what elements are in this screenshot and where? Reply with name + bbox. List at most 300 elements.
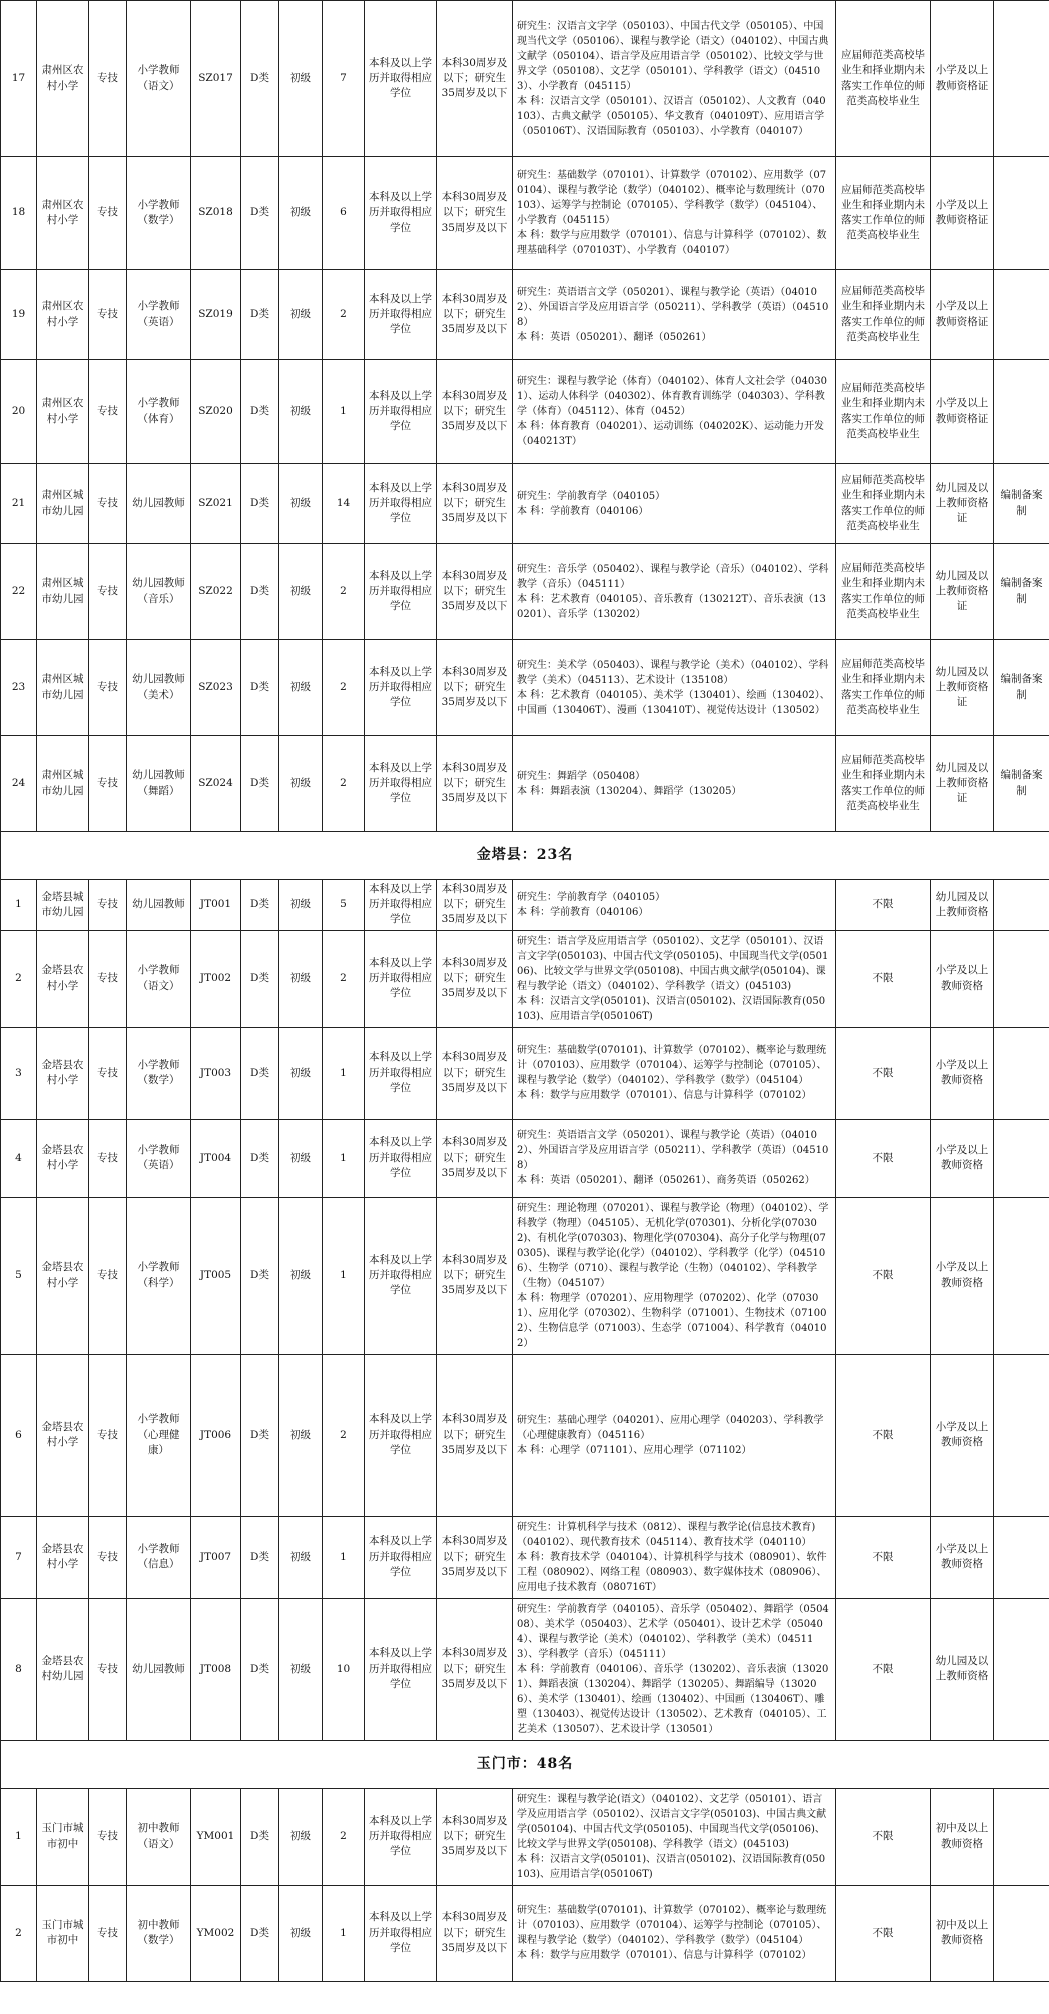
table-row (1, 1, 1049, 157)
section-header-row (1, 1740, 1049, 1788)
major-line: 本 科：学前教育（040106） (517, 906, 649, 918)
certificate-requirement-cell: 幼儿园及以上教师资格证 (931, 464, 994, 544)
other-requirement-cell: 应届师范类高校毕业生和择业期内未落实工作单位的师范类高校毕业生 (836, 157, 931, 270)
major-requirement-cell (513, 1197, 836, 1354)
post-name-cell: 幼儿园教师 (127, 1598, 191, 1740)
row-number-cell: 17 (1, 1, 37, 157)
major-line: 本 科：心理学（071101）、应用心理学（071102） (517, 1444, 752, 1456)
table-row (1, 1788, 1049, 1885)
hiring-unit-cell: 玉门市城市初中 (37, 1885, 89, 1981)
table-row (1, 270, 1049, 360)
post-name-cell: 幼儿园教师 (127, 880, 191, 931)
remarks-cell (994, 1119, 1049, 1197)
post-level-cell: 初级 (279, 1885, 323, 1981)
post-level-cell: 初级 (279, 1027, 323, 1119)
major-line: 研究生：学前教育学（040105） (517, 891, 666, 903)
age-requirement-cell: 本科30周岁及以下；研究生35周岁及以下 (437, 1354, 513, 1516)
post-name-cell: 小学教师（语文） (127, 1, 191, 157)
post-code-cell: SZ020 (191, 360, 241, 464)
major-line: 研究生：课程与教学论(语文）（040102）、文艺学（050101）、语言学及应用语言学（050102）、汉语言文字学(050103)、中国古典文献学(050104)、中国古代文学(050105)、中国现当代文学(050106)、比较文学与世界文学(050108)、学科教学（语文）(045103) (517, 1793, 827, 1850)
post-level-cell: 初级 (279, 1598, 323, 1740)
age-requirement-cell: 本科30周岁及以下；研究生35周岁及以下 (437, 464, 513, 544)
age-requirement-cell: 本科30周岁及以下；研究生35周岁及以下 (437, 1788, 513, 1885)
table-row (1, 930, 1049, 1027)
hiring-unit-cell: 肃州区农村小学 (37, 360, 89, 464)
major-line: 本 科：学前教育（040106）、音乐学（130202）、音乐表演（130201）、舞蹈表演（130204）、舞蹈学（130205）、舞蹈编导（130206）、美术学（130401）、绘画（130402）、中国画（130406T）、雕塑（130403）、视觉传达设计（130502）、艺术教育（040105）、工艺美术（130507）、艺术设计学（130501） (517, 1663, 829, 1735)
other-requirement-cell: 不限 (836, 1197, 931, 1354)
post-name-cell: 幼儿园教师（美术） (127, 640, 191, 736)
major-requirement-cell (513, 1885, 836, 1981)
major-line: 本 科：物理学（070201）、应用物理学（070202）、化学（070301）、应用化学（070302）、生物科学（071001）、生物技术（071002）、生物信息学（071003）、生态学（071004）、科学教育（040102） (517, 1292, 827, 1349)
other-requirement-cell: 不限 (836, 1598, 931, 1740)
other-requirement-cell: 不限 (836, 930, 931, 1027)
post-code-cell: JT007 (191, 1516, 241, 1598)
hire-count-cell: 14 (323, 464, 365, 544)
certificate-requirement-cell: 小学及以上教师资格 (931, 1354, 994, 1516)
post-category-cell: 专技 (89, 1598, 127, 1740)
age-requirement-cell: 本科30周岁及以下；研究生35周岁及以下 (437, 1027, 513, 1119)
major-line: 研究生：英语语言文学（050201）、课程与教学论（英语）（040102）、外国语言学及应用语言学（050211）、学科教学（英语）（045108） (517, 286, 829, 328)
major-line: 研究生：基础数学(070101)、计算数学（070102）、概率论与数理统计（070103）、应用数学（070104）、运筹学与控制论（070105）、课程与教学论（数学）（040102）、学科教学（数学）（045104） (517, 1045, 827, 1087)
remarks-cell (994, 270, 1049, 360)
row-number-cell: 18 (1, 157, 37, 270)
education-requirement-cell: 本科及以上学历并取得相应学位 (365, 1885, 437, 1981)
major-line: 研究生：计算机科学与技术（0812）、课程与教学论(信息技术教育)（040102）、现代教育技术（045114）、教育技术学（040110） (517, 1521, 816, 1548)
education-requirement-cell: 本科及以上学历并取得相应学位 (365, 1516, 437, 1598)
hire-count-cell: 10 (323, 1598, 365, 1740)
education-requirement-cell: 本科及以上学历并取得相应学位 (365, 1, 437, 157)
age-requirement-cell: 本科30周岁及以下；研究生35周岁及以下 (437, 1598, 513, 1740)
row-number-cell: 24 (1, 736, 37, 832)
post-class-cell: D类 (241, 1516, 279, 1598)
certificate-requirement-cell: 小学及以上教师资格证 (931, 360, 994, 464)
hiring-unit-cell: 肃州区城市幼儿园 (37, 640, 89, 736)
post-name-cell: 小学教师（英语） (127, 270, 191, 360)
post-name-cell: 初中教师（语文） (127, 1788, 191, 1885)
row-number-cell: 19 (1, 270, 37, 360)
education-requirement-cell: 本科及以上学历并取得相应学位 (365, 880, 437, 931)
education-requirement-cell: 本科及以上学历并取得相应学位 (365, 1027, 437, 1119)
age-requirement-cell: 本科30周岁及以下；研究生35周岁及以下 (437, 736, 513, 832)
education-requirement-cell: 本科及以上学历并取得相应学位 (365, 1598, 437, 1740)
certificate-requirement-cell: 小学及以上教师资格证 (931, 1, 994, 157)
certificate-requirement-cell: 小学及以上教师资格 (931, 1516, 994, 1598)
major-requirement-cell (513, 880, 836, 931)
remarks-cell (994, 1354, 1049, 1516)
post-name-cell: 幼儿园教师 (127, 464, 191, 544)
post-code-cell: JT002 (191, 930, 241, 1027)
major-requirement-cell (513, 1, 836, 157)
post-level-cell: 初级 (279, 1354, 323, 1516)
remarks-cell (994, 1027, 1049, 1119)
major-line: 本 科：教育技术学（040104）、计算机科学与技术（080901）、软件工程（080902）、网络工程（080903）、数字媒体技术（080906）、应用电子技术教育（080716T） (517, 1551, 827, 1593)
post-category-cell: 专技 (89, 270, 127, 360)
post-code-cell: SZ018 (191, 157, 241, 270)
certificate-requirement-cell: 初中及以上教师资格 (931, 1788, 994, 1885)
major-requirement-cell (513, 1788, 836, 1885)
post-name-cell: 小学教师（数学） (127, 1027, 191, 1119)
hire-count-cell: 1 (323, 1885, 365, 1981)
post-level-cell: 初级 (279, 880, 323, 931)
section-title: 玉门市：48名 (1, 1740, 1049, 1788)
post-level-cell: 初级 (279, 640, 323, 736)
major-line: 本 科：汉语言文学(050101)、汉语言(050102)、汉语国际教育(050103)、应用语言学(050106T) (517, 995, 826, 1022)
remarks-cell (994, 1, 1049, 157)
remarks-cell: 编制备案制 (994, 736, 1049, 832)
table-row (1, 1354, 1049, 1516)
post-name-cell: 小学教师（科学） (127, 1197, 191, 1354)
hire-count-cell: 2 (323, 736, 365, 832)
post-code-cell: SZ017 (191, 1, 241, 157)
table-row (1, 464, 1049, 544)
major-requirement-cell (513, 1516, 836, 1598)
hire-count-cell: 5 (323, 880, 365, 931)
post-class-cell: D类 (241, 1197, 279, 1354)
post-code-cell: JT004 (191, 1119, 241, 1197)
major-line: 研究生：课程与教学论（体育）（040102）、体育人文社会学（040301）、运动人体科学（040302）、体育教育训练学（040303）、学科教学（体育）（045112）、体育（0452） (517, 376, 827, 417)
major-line: 本 科：英语（050201）、翻译（050261）、商务英语（050262） (517, 1175, 815, 1187)
hiring-unit-cell: 肃州区城市幼儿园 (37, 736, 89, 832)
table-row (1, 640, 1049, 736)
post-class-cell: D类 (241, 360, 279, 464)
major-requirement-cell (513, 360, 836, 464)
post-name-cell: 幼儿园教师（舞蹈） (127, 736, 191, 832)
age-requirement-cell: 本科30周岁及以下；研究生35周岁及以下 (437, 1197, 513, 1354)
major-requirement-cell (513, 544, 836, 640)
post-category-cell: 专技 (89, 930, 127, 1027)
hire-count-cell: 2 (323, 1354, 365, 1516)
post-level-cell: 初级 (279, 1119, 323, 1197)
remarks-cell (994, 930, 1049, 1027)
major-line: 研究生：美术学（050403）、课程与教学论（美术）（040102）、学科教学（美术）（045113）、艺术设计（135108） (517, 659, 829, 686)
major-requirement-cell (513, 270, 836, 360)
other-requirement-cell: 不限 (836, 880, 931, 931)
row-number-cell: 8 (1, 1598, 37, 1740)
remarks-cell (994, 1885, 1049, 1981)
major-line: 研究生：语言学及应用语言学（050102）、文艺学（050101）、汉语言文字学(050103)、中国古代文学(050105)、中国现当代文学(050106)、比较文学与世界文学(050108)、中国古典文献学(050104)、课程与教学论（语文）（040102）、学科教学（语文）(045103) (517, 935, 829, 992)
row-number-cell: 23 (1, 640, 37, 736)
post-level-cell: 初级 (279, 930, 323, 1027)
post-name-cell: 小学教师（信息） (127, 1516, 191, 1598)
hire-count-cell: 1 (323, 1027, 365, 1119)
age-requirement-cell: 本科30周岁及以下；研究生35周岁及以下 (437, 157, 513, 270)
post-level-cell: 初级 (279, 270, 323, 360)
post-class-cell: D类 (241, 157, 279, 270)
post-code-cell: SZ023 (191, 640, 241, 736)
post-name-cell: 小学教师（英语） (127, 1119, 191, 1197)
major-line: 研究生：学前教育学（040105） (517, 490, 666, 502)
major-line: 研究生：学前教育学（040105）、音乐学（050402）、舞蹈学（050408）、美术学（050403）、艺术学（050401）、设计艺术学（050404）、课程与教学论（美术）（040102）、学科教学（美术）（045113）、学科教学（音乐）（045111） (517, 1603, 829, 1660)
hire-count-cell: 7 (323, 1, 365, 157)
post-level-cell: 初级 (279, 360, 323, 464)
other-requirement-cell: 不限 (836, 1885, 931, 1981)
table-row (1, 1197, 1049, 1354)
post-code-cell: JT001 (191, 880, 241, 931)
certificate-requirement-cell: 小学及以上教师资格证 (931, 270, 994, 360)
hiring-unit-cell: 金塔县农村小学 (37, 1197, 89, 1354)
post-category-cell: 专技 (89, 157, 127, 270)
hiring-unit-cell: 金塔县农村幼儿园 (37, 1598, 89, 1740)
post-name-cell: 小学教师（体育） (127, 360, 191, 464)
major-requirement-cell (513, 464, 836, 544)
major-line: 研究生：理论物理（070201）、课程与教学论（物理）（040102）、学科教学（物理）（045105）、无机化学(070301)、分析化学(070302)、有机化学(070303)、物理化学(070304)、高分子化学与物理(070305)、课程与教学论(化学）（040102）、学科教学（化学）（045106）、生物学（0710）、课程与教学论（生物）（040102）、学科教学（生物）（045107） (517, 1202, 829, 1289)
post-category-cell: 专技 (89, 880, 127, 931)
hire-count-cell: 6 (323, 157, 365, 270)
post-name-cell: 小学教师（心理健康） (127, 1354, 191, 1516)
education-requirement-cell: 本科及以上学历并取得相应学位 (365, 930, 437, 1027)
major-line: 研究生：基础数学(070101)、计算数学（070102）、概率论与数理统计（070103）、应用数学（070104）、运筹学与控制论（070105）、课程与教学论（数学）（040102）、学科教学（数学）（045104） (517, 1905, 827, 1947)
table-row (1, 1027, 1049, 1119)
major-line: 本 科：体育教育（040201）、运动训练（040202K）、运动能力开发（040213T） (517, 421, 824, 447)
major-requirement-cell (513, 930, 836, 1027)
education-requirement-cell: 本科及以上学历并取得相应学位 (365, 640, 437, 736)
post-class-cell: D类 (241, 880, 279, 931)
remarks-cell (994, 360, 1049, 464)
major-requirement-cell (513, 736, 836, 832)
education-requirement-cell: 本科及以上学历并取得相应学位 (365, 1197, 437, 1354)
education-requirement-cell: 本科及以上学历并取得相应学位 (365, 360, 437, 464)
hire-count-cell: 2 (323, 544, 365, 640)
table-row (1, 1885, 1049, 1981)
major-requirement-cell (513, 1354, 836, 1516)
major-requirement-cell (513, 1598, 836, 1740)
post-class-cell: D类 (241, 1027, 279, 1119)
row-number-cell: 3 (1, 1027, 37, 1119)
age-requirement-cell: 本科30周岁及以下；研究生35周岁及以下 (437, 1, 513, 157)
hire-count-cell: 1 (323, 1119, 365, 1197)
major-requirement-cell (513, 640, 836, 736)
education-requirement-cell: 本科及以上学历并取得相应学位 (365, 1119, 437, 1197)
hire-count-cell: 2 (323, 640, 365, 736)
other-requirement-cell: 应届师范类高校毕业生和择业期内未落实工作单位的师范类高校毕业生 (836, 736, 931, 832)
hiring-unit-cell: 肃州区农村小学 (37, 270, 89, 360)
post-class-cell: D类 (241, 1598, 279, 1740)
table-row (1, 360, 1049, 464)
post-code-cell: YM001 (191, 1788, 241, 1885)
certificate-requirement-cell: 幼儿园及以上教师资格 (931, 880, 994, 931)
section-title: 金塔县：23名 (1, 832, 1049, 880)
post-name-cell: 小学教师（语文） (127, 930, 191, 1027)
major-requirement-cell (513, 157, 836, 270)
hiring-unit-cell: 金塔县农村小学 (37, 1119, 89, 1197)
major-line: 研究生：汉语言文字学（050103）、中国古代文学（050105）、中国现当代文学（050106）、课程与教学论（语文）（040102）、中国古典文献学（050104）、语言学及应用语言学（050102）、比较文学与世界文学（050108）、文艺学（050101）、学科教学（语文）（045103）、小学教育（045115） (517, 20, 829, 92)
major-line: 本 科：数学与应用数学（070101）、信息与计算科学（070102） (517, 1090, 812, 1102)
row-number-cell: 1 (1, 880, 37, 931)
education-requirement-cell: 本科及以上学历并取得相应学位 (365, 736, 437, 832)
table-row (1, 880, 1049, 931)
education-requirement-cell: 本科及以上学历并取得相应学位 (365, 464, 437, 544)
hiring-unit-cell: 金塔县农村小学 (37, 930, 89, 1027)
other-requirement-cell: 应届师范类高校毕业生和择业期内未落实工作单位的师范类高校毕业生 (836, 1, 931, 157)
hire-count-cell: 2 (323, 930, 365, 1027)
other-requirement-cell: 应届师范类高校毕业生和择业期内未落实工作单位的师范类高校毕业生 (836, 270, 931, 360)
hiring-unit-cell: 肃州区城市幼儿园 (37, 464, 89, 544)
table-row (1, 1598, 1049, 1740)
post-code-cell: SZ022 (191, 544, 241, 640)
other-requirement-cell: 应届师范类高校毕业生和择业期内未落实工作单位的师范类高校毕业生 (836, 360, 931, 464)
table-row (1, 1119, 1049, 1197)
post-category-cell: 专技 (89, 544, 127, 640)
post-code-cell: JT006 (191, 1354, 241, 1516)
major-line: 本 科：数学与应用数学（070101）、信息与计算科学（070102） (517, 1950, 812, 1962)
remarks-cell (994, 1788, 1049, 1885)
hire-count-cell: 1 (323, 1516, 365, 1598)
major-line: 本 科：舞蹈表演（130204）、舞蹈学（130205） (517, 785, 742, 797)
major-line: 研究生：英语语言文学（050201）、课程与教学论（英语）（040102）、外国语言学及应用语言学（050211）、学科教学（英语）（045108） (517, 1130, 829, 1172)
post-class-cell: D类 (241, 1, 279, 157)
post-level-cell: 初级 (279, 157, 323, 270)
remarks-cell (994, 880, 1049, 931)
other-requirement-cell: 不限 (836, 1027, 931, 1119)
major-line: 研究生：基础数学（070101）、计算数学（070102）、应用数学（070104）、课程与教学论（数学）（040102）、概率论与数理统计（070103）、运筹学与控制论（070105）、学科教学（数学）（045104）、小学教育（045115） (517, 170, 827, 226)
major-line: 本 科：汉语言文学(050101)、汉语言(050102)、汉语国际教育(050103)、应用语言学(050106T) (517, 1853, 826, 1880)
section-header-row (1, 832, 1049, 880)
post-code-cell: YM002 (191, 1885, 241, 1981)
major-line: 研究生：舞蹈学（050408） (517, 770, 646, 782)
post-category-cell: 专技 (89, 1119, 127, 1197)
post-class-cell: D类 (241, 1119, 279, 1197)
major-requirement-cell (513, 1119, 836, 1197)
certificate-requirement-cell: 幼儿园及以上教师资格证 (931, 544, 994, 640)
hiring-unit-cell: 肃州区城市幼儿园 (37, 544, 89, 640)
post-level-cell: 初级 (279, 544, 323, 640)
row-number-cell: 2 (1, 930, 37, 1027)
other-requirement-cell: 不限 (836, 1354, 931, 1516)
post-class-cell: D类 (241, 464, 279, 544)
education-requirement-cell: 本科及以上学历并取得相应学位 (365, 1354, 437, 1516)
post-class-cell: D类 (241, 736, 279, 832)
other-requirement-cell: 不限 (836, 1788, 931, 1885)
post-level-cell: 初级 (279, 736, 323, 832)
row-number-cell: 21 (1, 464, 37, 544)
post-category-cell: 专技 (89, 736, 127, 832)
post-category-cell: 专技 (89, 1788, 127, 1885)
remarks-cell (994, 1197, 1049, 1354)
hire-count-cell: 2 (323, 270, 365, 360)
post-class-cell: D类 (241, 640, 279, 736)
post-code-cell: JT003 (191, 1027, 241, 1119)
row-number-cell: 1 (1, 1788, 37, 1885)
major-line: 本 科：汉语言文学（050101）、汉语言（050102）、人文教育（040103）、古典文献学（050105）、华文教育（040109T）、应用语言学（050106T）、汉语国际教育（050103）、小学教育（040107） (517, 95, 826, 137)
table-row (1, 157, 1049, 270)
post-category-cell: 专技 (89, 1354, 127, 1516)
post-category-cell: 专技 (89, 464, 127, 544)
hiring-unit-cell: 肃州区农村小学 (37, 1, 89, 157)
certificate-requirement-cell: 幼儿园及以上教师资格 (931, 1598, 994, 1740)
remarks-cell: 编制备案制 (994, 640, 1049, 736)
post-class-cell: D类 (241, 930, 279, 1027)
post-category-cell: 专技 (89, 640, 127, 736)
other-requirement-cell: 不限 (836, 1516, 931, 1598)
row-number-cell: 4 (1, 1119, 37, 1197)
certificate-requirement-cell: 幼儿园及以上教师资格证 (931, 736, 994, 832)
post-code-cell: SZ019 (191, 270, 241, 360)
table-row (1, 544, 1049, 640)
certificate-requirement-cell: 小学及以上教师资格 (931, 1027, 994, 1119)
hiring-unit-cell: 肃州区农村小学 (37, 157, 89, 270)
age-requirement-cell: 本科30周岁及以下；研究生35周岁及以下 (437, 880, 513, 931)
hiring-unit-cell: 玉门市城市初中 (37, 1788, 89, 1885)
certificate-requirement-cell: 小学及以上教师资格证 (931, 157, 994, 270)
other-requirement-cell: 应届师范类高校毕业生和择业期内未落实工作单位的师范类高校毕业生 (836, 640, 931, 736)
post-level-cell: 初级 (279, 464, 323, 544)
hiring-unit-cell: 金塔县农村小学 (37, 1354, 89, 1516)
other-requirement-cell: 不限 (836, 1119, 931, 1197)
remarks-cell (994, 1516, 1049, 1598)
post-level-cell: 初级 (279, 1788, 323, 1885)
table-row (1, 1516, 1049, 1598)
education-requirement-cell: 本科及以上学历并取得相应学位 (365, 270, 437, 360)
hiring-unit-cell: 金塔县城市幼儿园 (37, 880, 89, 931)
major-line: 本 科：数学与应用数学（070101）、信息与计算科学（070102）、数理基础科学（070103T）、小学教育（040107） (517, 230, 827, 256)
hiring-unit-cell: 金塔县农村小学 (37, 1516, 89, 1598)
hiring-unit-cell: 金塔县农村小学 (37, 1027, 89, 1119)
hire-count-cell: 1 (323, 1197, 365, 1354)
education-requirement-cell: 本科及以上学历并取得相应学位 (365, 544, 437, 640)
age-requirement-cell: 本科30周岁及以下；研究生35周岁及以下 (437, 544, 513, 640)
row-number-cell: 7 (1, 1516, 37, 1598)
post-category-cell: 专技 (89, 1, 127, 157)
post-code-cell: JT005 (191, 1197, 241, 1354)
post-name-cell: 初中教师（数学） (127, 1885, 191, 1981)
major-line: 本 科：艺术教育（040105）、音乐教育（130212T）、音乐表演（130201）、音乐学（130202） (517, 593, 826, 620)
row-number-cell: 6 (1, 1354, 37, 1516)
hire-count-cell: 1 (323, 360, 365, 464)
major-line: 本 科：艺术教育（040105）、美术学（130401）、绘画（130402）、中国画（130406T）、漫画（130410T）、视觉传达设计（130502） (517, 689, 830, 716)
post-category-cell: 专技 (89, 1885, 127, 1981)
major-line: 研究生：基础心理学（040201）、应用心理学（040203）、学科教学（心理健康教育）（045116） (517, 1414, 824, 1441)
age-requirement-cell: 本科30周岁及以下；研究生35周岁及以下 (437, 1885, 513, 1981)
post-level-cell: 初级 (279, 1197, 323, 1354)
education-requirement-cell: 本科及以上学历并取得相应学位 (365, 157, 437, 270)
post-level-cell: 初级 (279, 1, 323, 157)
major-line: 本 科：英语（050201）、翻译（050261） (517, 331, 712, 343)
post-class-cell: D类 (241, 1354, 279, 1516)
post-class-cell: D类 (241, 270, 279, 360)
age-requirement-cell: 本科30周岁及以下；研究生35周岁及以下 (437, 360, 513, 464)
post-category-cell: 专技 (89, 1027, 127, 1119)
post-name-cell: 幼儿园教师（音乐） (127, 544, 191, 640)
age-requirement-cell: 本科30周岁及以下；研究生35周岁及以下 (437, 270, 513, 360)
hire-count-cell: 2 (323, 1788, 365, 1885)
major-requirement-cell (513, 1027, 836, 1119)
certificate-requirement-cell: 初中及以上教师资格 (931, 1885, 994, 1981)
certificate-requirement-cell: 小学及以上教师资格 (931, 1197, 994, 1354)
certificate-requirement-cell: 小学及以上教师资格 (931, 1119, 994, 1197)
age-requirement-cell: 本科30周岁及以下；研究生35周岁及以下 (437, 640, 513, 736)
major-line: 本 科：学前教育（040106） (517, 505, 649, 517)
post-category-cell: 专技 (89, 1197, 127, 1354)
row-number-cell: 2 (1, 1885, 37, 1981)
certificate-requirement-cell: 小学及以上教师资格 (931, 930, 994, 1027)
age-requirement-cell: 本科30周岁及以下；研究生35周岁及以下 (437, 930, 513, 1027)
post-code-cell: SZ024 (191, 736, 241, 832)
education-requirement-cell: 本科及以上学历并取得相应学位 (365, 1788, 437, 1885)
remarks-cell (994, 157, 1049, 270)
remarks-cell: 编制备案制 (994, 544, 1049, 640)
post-name-cell: 小学教师（数学） (127, 157, 191, 270)
remarks-cell: 编制备案制 (994, 464, 1049, 544)
post-class-cell: D类 (241, 1885, 279, 1981)
major-line: 研究生：音乐学（050402）、课程与教学论（音乐）（040102）、学科教学（音乐）（045111） (517, 563, 829, 590)
certificate-requirement-cell: 幼儿园及以上教师资格证 (931, 640, 994, 736)
age-requirement-cell: 本科30周岁及以下；研究生35周岁及以下 (437, 1119, 513, 1197)
table-row (1, 736, 1049, 832)
table-body (1, 1, 1049, 1982)
post-class-cell: D类 (241, 1788, 279, 1885)
post-class-cell: D类 (241, 544, 279, 640)
post-level-cell: 初级 (279, 1516, 323, 1598)
